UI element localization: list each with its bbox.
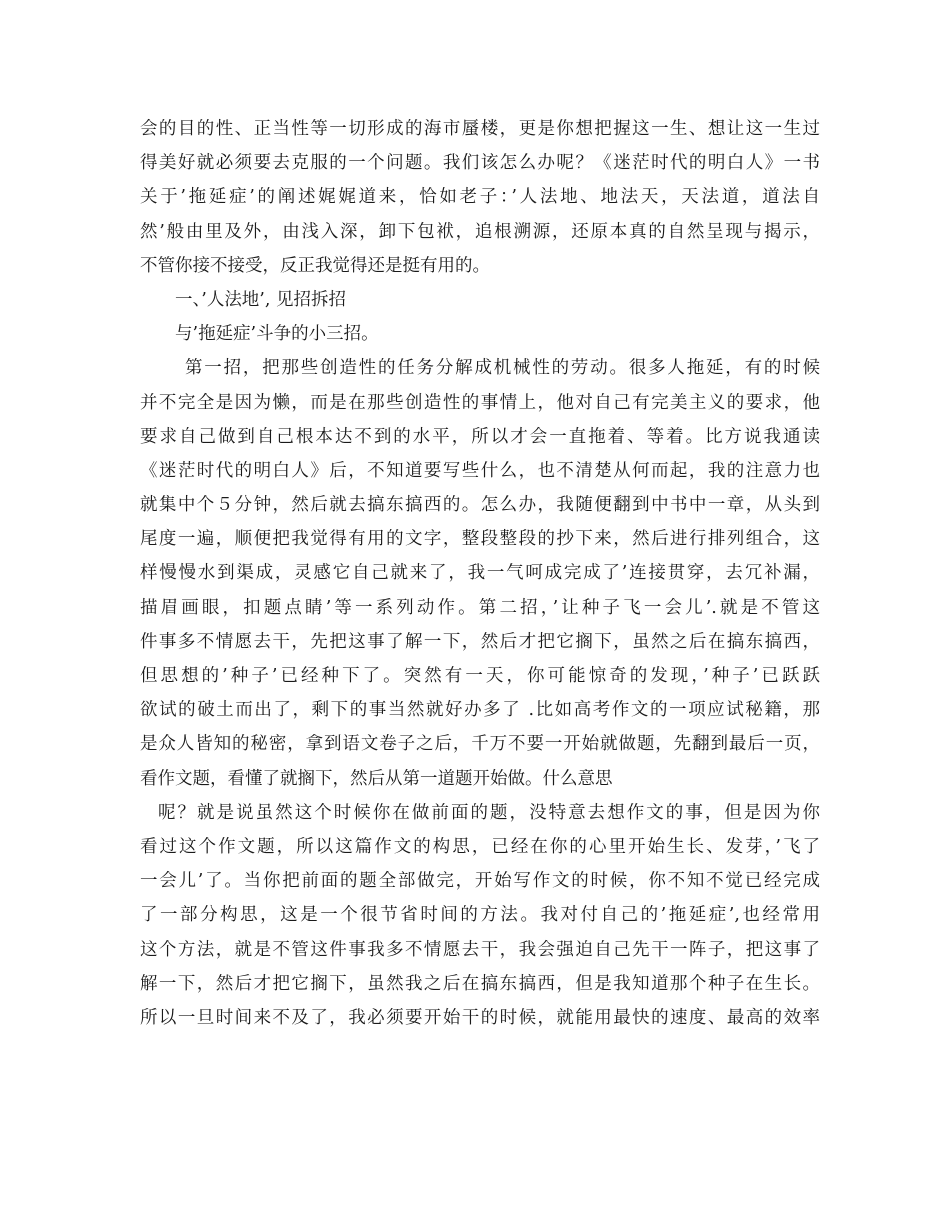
text-line: 然’般由里及外，由浅入深，卸下包袱，追根溯源，还原本真的自然呈现与揭示， [140,221,820,242]
text-line: 不管你接不接受，反正我觉得还是挺有用的。 [140,255,490,276]
text-line: 呢？就是说虽然这个时候你在做前面的题，没特意去想作文的事，但是因为你 [158,802,820,823]
text-line: 第一招，把那些创造性的任务分解成机械性的劳动。很多人拖延，有的时候 [185,358,820,379]
text-line: 这个方法，就是不管这件事我多不情愿去干，我会强迫自己先干一阵子，把这事了 [140,939,820,960]
text-line: 件事多不情愿去干，先把这事了解一下，然后才把它搁下，虽然之后在搞东搞西， [140,631,820,652]
text-line: 并不完全是因为懒，而是在那些创造性的事情上，他对自己有完美主义的要求，他 [140,392,820,413]
text-line: 样慢慢水到渠成，灵感它自己就来了，我一气呵成完成了’连接贯穿，去冗补漏， [140,563,820,584]
text-line: 要求自己做到自己根本达不到的水平，所以才会一直拖着、等着。比方说我通读 [140,426,820,447]
text-line: 关于’拖延症’的阐述娓娓道来，恰如老子：’人法地、地法天，天法道，道法自 [140,187,820,208]
text-line: 看过这个作文题，所以这篇作文的构思，已经在你的心里开始生长、发芽，’飞了 [140,836,820,857]
text-line: 就集中个５分钟，然后就去搞东搞西的。怎么办，我随便翻到中书中一章，从头到 [140,495,820,516]
text-line: 看作文题，看懂了就搁下，然后从第一道题开始做。什么意思 [140,768,613,789]
text-line: 所以一旦时间来不及了，我必须要开始干的时候，就能用最快的速度、最高的效率 [140,1007,820,1028]
text-line: 欲试的破土而出了，剩下的事当然就好办多了 .比如高考作文的一项应试秘籍，那 [140,700,820,721]
section-heading: 一、’人法地’, 见招拆招 [175,289,347,310]
text-line: 得美好就必须要去克服的一个问题。我们该怎么办呢？《迷茫时代的明白人》一书 [140,153,820,174]
text-line: 但思想的’种子’已经种下了。突然有一天，你可能惊奇的发现，’种子’已跃跃 [140,666,820,686]
text-line: 会的目的性、正当性等一切形成的海市蜃楼，更是你想把握这一生、想让这一生过 [140,119,820,139]
text-line: 是众人皆知的秘密，拿到语文卷子之后，千万不要一开始就做题，先翻到最后一页， [140,734,820,755]
text-line: 尾度一遍，顺便把我觉得有用的文字，整段整段的抄下来，然后进行排列组合，这 [140,529,820,550]
text-line: 解一下，然后才把它搁下，虽然我之后在搞东搞西，但是我知道那个种子在生长。 [140,973,820,994]
text-line: 了一部分构思，这是一个很节省时间的方法。我对付自己的’拖延症’,也经常用 [140,905,820,926]
document-body [140,112,820,1035]
text-line: 与’拖延症’斗争的小三招。 [175,324,379,345]
text-line: 一会儿’了。当你把前面的题全部做完，开始写作文的时候，你不知不觉已经完成 [140,871,820,892]
text-line: 描眉画眼，扣题点睛’等一系列动作。第二招，’让种子飞一会儿’.就是不管这 [140,597,820,618]
text-line: 《迷茫时代的明白人》后，不知道要写些什么，也不清楚从何而起，我的注意力也 [140,460,820,481]
